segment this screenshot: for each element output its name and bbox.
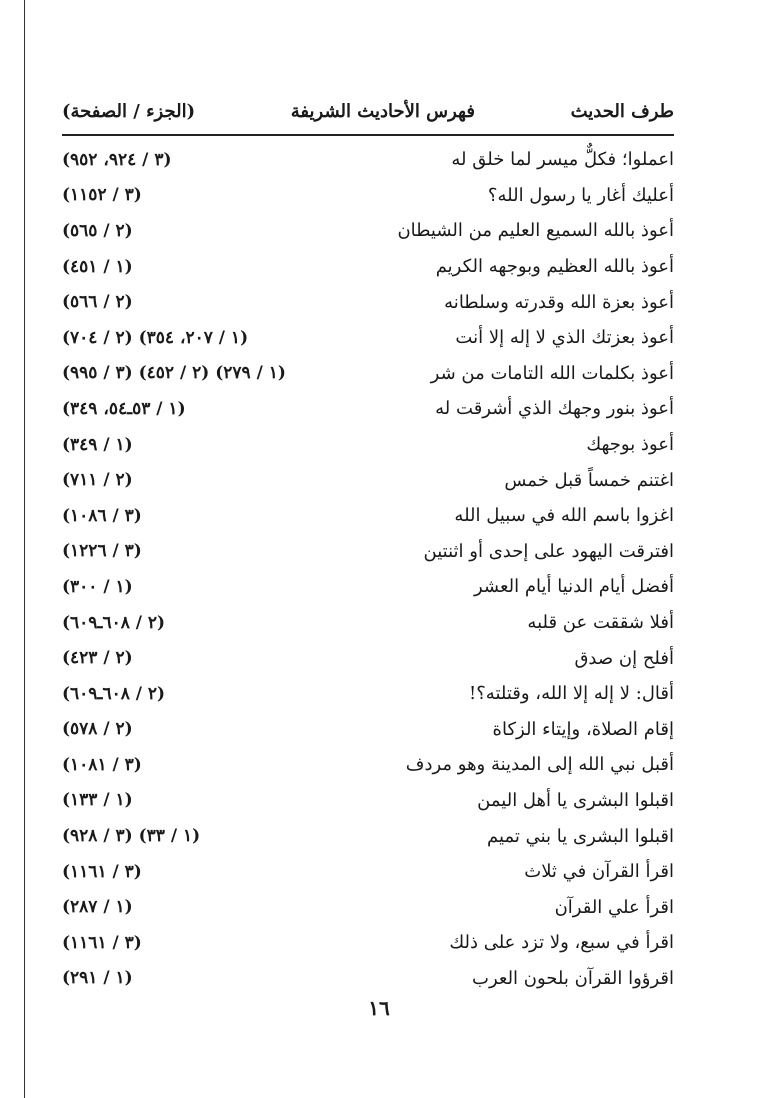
index-row: [62, 142, 674, 178]
index-row: [62, 462, 674, 498]
volume-page-reference: (٣ / ٩٢٤، ٩٥٢): [62, 149, 172, 170]
hadith-incipit: أعوذ بالله السميع العليم من الشيطان: [397, 220, 674, 242]
hadith-incipit: اقرؤوا القرآن بلحون العرب: [472, 967, 674, 989]
index-row: [62, 676, 674, 712]
index-row: [62, 284, 674, 320]
volume-page-reference: (٣ / ١٠٨١): [62, 754, 142, 775]
index-row: [62, 783, 674, 819]
index-row: [62, 747, 674, 783]
hadith-index-list: [62, 142, 674, 996]
volume-page-reference: (١ / ٣٤٩): [62, 434, 133, 455]
index-row: [62, 498, 674, 534]
hadith-incipit: إقام الصلاة، وإيتاء الزكاة: [492, 718, 674, 740]
hadith-incipit: اقرأ في سبع، ولا تزد على ذلك: [449, 932, 674, 954]
volume-page-reference: (٢ / ٤٢٣): [62, 648, 133, 669]
volume-page-reference: (١ / ٢٨٧): [62, 897, 133, 918]
volume-page-reference: (١ / ٢٧٩) (٢ / ٤٥٢) (٣ / ٩٩٥): [62, 363, 286, 384]
header-index-title: فهرس الأحاديث الشريفة: [290, 100, 475, 122]
index-row: [62, 712, 674, 748]
index-row: [62, 569, 674, 605]
index-row: [62, 213, 674, 249]
page-header: [62, 94, 674, 128]
volume-page-reference: (٢ / ٥٧٨): [62, 719, 133, 740]
index-row: [62, 391, 674, 427]
index-row: [62, 534, 674, 570]
hadith-incipit: أعوذ بنور وجهك الذي أشرقت له: [435, 398, 674, 420]
header-divider: [62, 134, 674, 136]
index-row: [62, 818, 674, 854]
index-row: [62, 961, 674, 997]
hadith-incipit: أعوذ بالله العظيم وبوجهه الكريم: [435, 256, 674, 278]
hadith-incipit: أفلا شققت عن قلبه: [527, 612, 674, 634]
hadith-incipit: اغتنم خمساً قبل خمس: [504, 469, 674, 491]
volume-page-reference: (٢ / ٧١١): [62, 470, 133, 491]
hadith-incipit: أعليك أغار يا رسول الله؟: [487, 184, 674, 206]
hadith-incipit: أعوذ بوجهك: [586, 434, 674, 456]
index-row: [62, 178, 674, 214]
hadith-incipit: اعملوا؛ فكلٌّ ميسر لما خلق له: [451, 149, 674, 171]
index-row: [62, 889, 674, 925]
volume-page-reference: (١ / ٣٠٠): [62, 576, 133, 597]
page-number: ١٦: [368, 996, 390, 1020]
hadith-incipit: أفضل أيام الدنيا أيام العشر: [473, 576, 674, 598]
hadith-incipit: اقرأ القرآن في ثلاث: [524, 861, 674, 883]
index-row: [62, 640, 674, 676]
volume-page-reference: (١ / ٢٠٧، ٣٥٤) (٢ / ٧٠٤): [62, 327, 249, 348]
index-row: [62, 605, 674, 641]
volume-page-reference: (٣ / ١١٥٢): [62, 185, 142, 206]
index-row: [62, 249, 674, 285]
index-row: [62, 925, 674, 961]
header-hadith-column-label: طرف الحديث: [570, 100, 674, 122]
volume-page-reference: (٢ / ٦٠٨ـ٦٠٩): [62, 683, 166, 704]
hadith-incipit: أعوذ بعزتك الذي لا إله إلا أنت: [455, 327, 674, 349]
volume-page-reference: (١ / ٤٥١): [62, 256, 133, 277]
index-row: [62, 427, 674, 463]
index-row: [62, 356, 674, 392]
hadith-incipit: أقبل نبي الله إلى المدينة وهو مردف: [405, 754, 674, 776]
index-row: [62, 854, 674, 890]
hadith-incipit: اقرأ علي القرآن: [554, 896, 674, 918]
volume-page-reference: (٣ / ١١٦١): [62, 932, 142, 953]
volume-page-reference: (٢ / ٥٦٥): [62, 220, 133, 241]
volume-page-reference: (٣ / ١١٦١): [62, 861, 142, 882]
hadith-incipit: افترقت اليهود على إحدى أو اثنتين: [423, 540, 674, 562]
volume-page-reference: (٣ / ١٠٨٦): [62, 505, 142, 526]
index-row: [62, 320, 674, 356]
volume-page-reference: (٣ / ١٢٢٦): [62, 541, 142, 562]
margin-rule: [24, 0, 25, 1098]
volume-page-reference: (١ / ٢٩١): [62, 968, 133, 989]
volume-page-reference: (١ / ١٣٣): [62, 790, 133, 811]
hadith-incipit: اقبلوا البشرى يا أهل اليمن: [477, 789, 674, 811]
volume-page-reference: (٢ / ٦٠٨ـ٦٠٩): [62, 612, 166, 633]
hadith-incipit: أقال: لا إله إلا الله، وقتلته؟!: [469, 683, 674, 705]
hadith-incipit: اقبلوا البشرى يا بني تميم: [487, 825, 674, 847]
hadith-incipit: اغزوا باسم الله في سبيل الله: [454, 505, 674, 527]
hadith-incipit: أعوذ بعزة الله وقدرته وسلطانه: [444, 291, 674, 313]
hadith-incipit: أفلح إن صدق: [574, 647, 674, 669]
volume-page-reference: (١ / ٣٣) (٣ / ٩٢٨): [62, 826, 201, 847]
hadith-incipit: أعوذ بكلمات الله التامات من شر: [430, 362, 674, 384]
volume-page-reference: (١ / ٥٣ـ٥٤، ٣٤٩): [62, 398, 186, 419]
header-volume-page-label: (الجزء / الصفحة): [62, 100, 196, 122]
volume-page-reference: (٢ / ٥٦٦): [62, 292, 133, 313]
